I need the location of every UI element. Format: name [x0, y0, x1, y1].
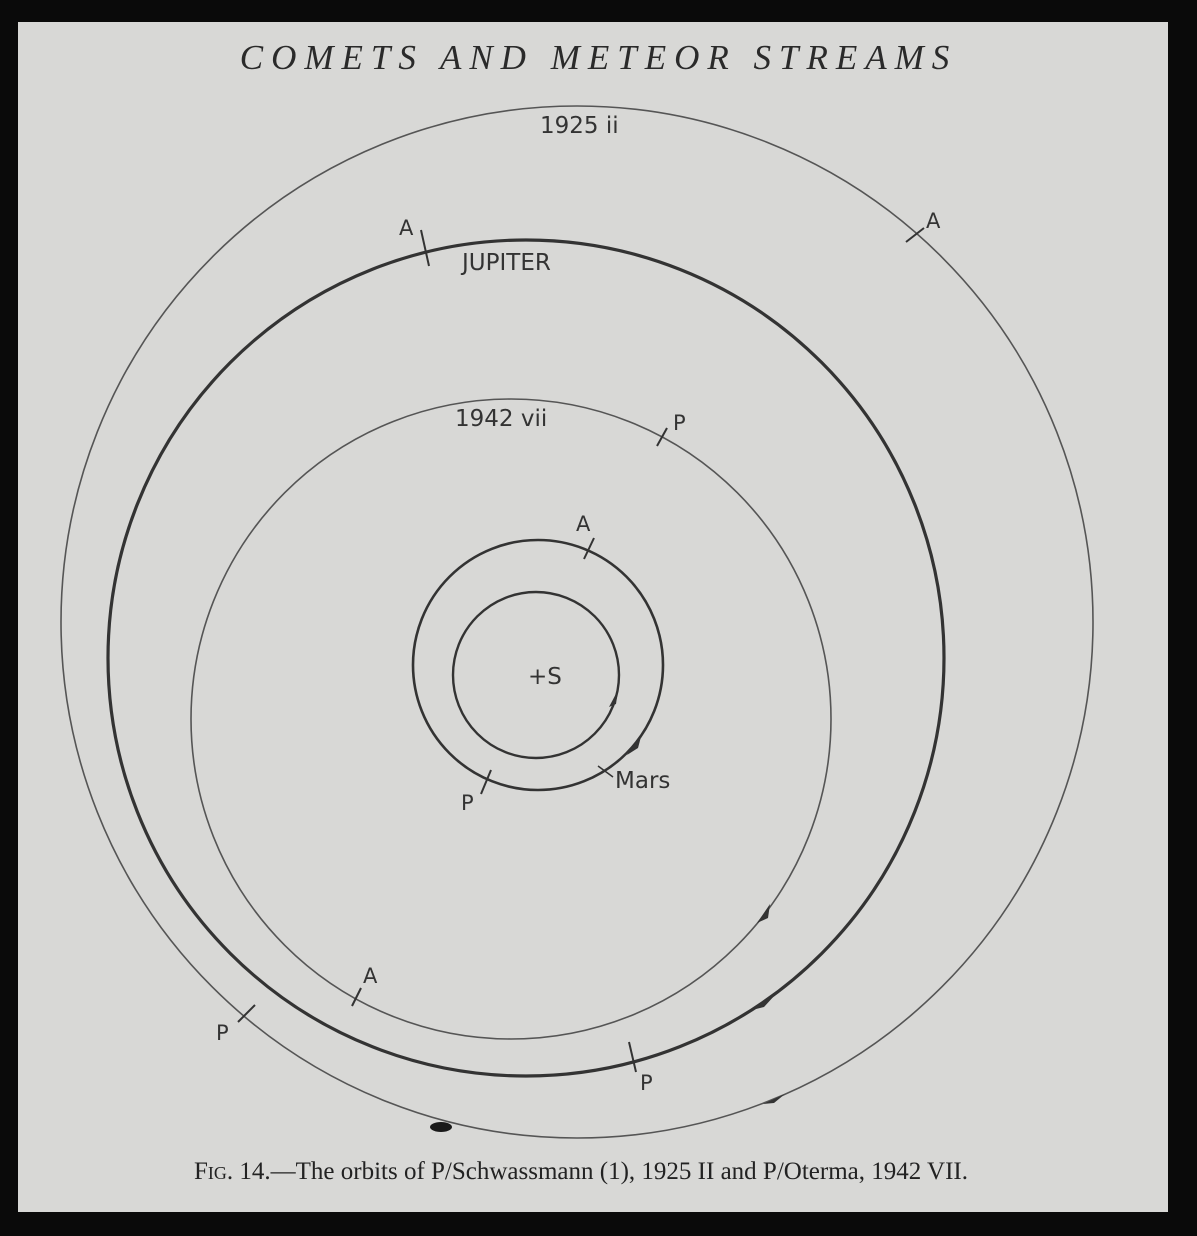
label-aphelion-1942-vii: A	[363, 964, 378, 988]
figure-number: Fig. 14.	[193, 1158, 271, 1185]
label-sun: +S	[528, 664, 562, 690]
perihelion-tick-1942-vii	[657, 428, 667, 446]
arrow-earth	[609, 690, 618, 707]
label-perihelion-mars: P	[461, 791, 474, 815]
label-aphelion-mars: A	[576, 512, 591, 536]
perihelion-tick-jupiter	[629, 1042, 636, 1072]
label-mars: Mars	[615, 768, 671, 794]
label-perihelion-1942-vii: P	[673, 411, 686, 435]
label-perihelion-jupiter: P	[640, 1071, 653, 1095]
figure-caption-text: —The orbits of P/Schwassmann (1), 1925 II and P/Oterma, 1942 VII.	[270, 1158, 968, 1185]
label-1925-ii: 1925 ii	[540, 113, 619, 139]
arrow-1942-vii	[757, 904, 770, 923]
ink-blot	[430, 1122, 452, 1132]
page-header: COMETS AND METEOR STREAMS	[239, 38, 958, 77]
aphelion-tick-1925-ii	[906, 228, 924, 242]
figure-caption	[0, 1158, 1162, 1186]
label-aphelion-jupiter: A	[399, 216, 414, 240]
label-perihelion-1925-ii: P	[216, 1021, 229, 1045]
orbit-1925-ii	[61, 106, 1093, 1138]
orbit-jupiter	[108, 240, 944, 1076]
aphelion-tick-jupiter	[421, 230, 429, 266]
perihelion-tick-mars	[481, 770, 491, 794]
label-1942-vii: 1942 vii	[455, 406, 548, 432]
label-aphelion-1925-ii: A	[926, 209, 941, 233]
label-jupiter: JUPITER	[462, 250, 551, 276]
orbit-1942-vii	[191, 399, 831, 1039]
